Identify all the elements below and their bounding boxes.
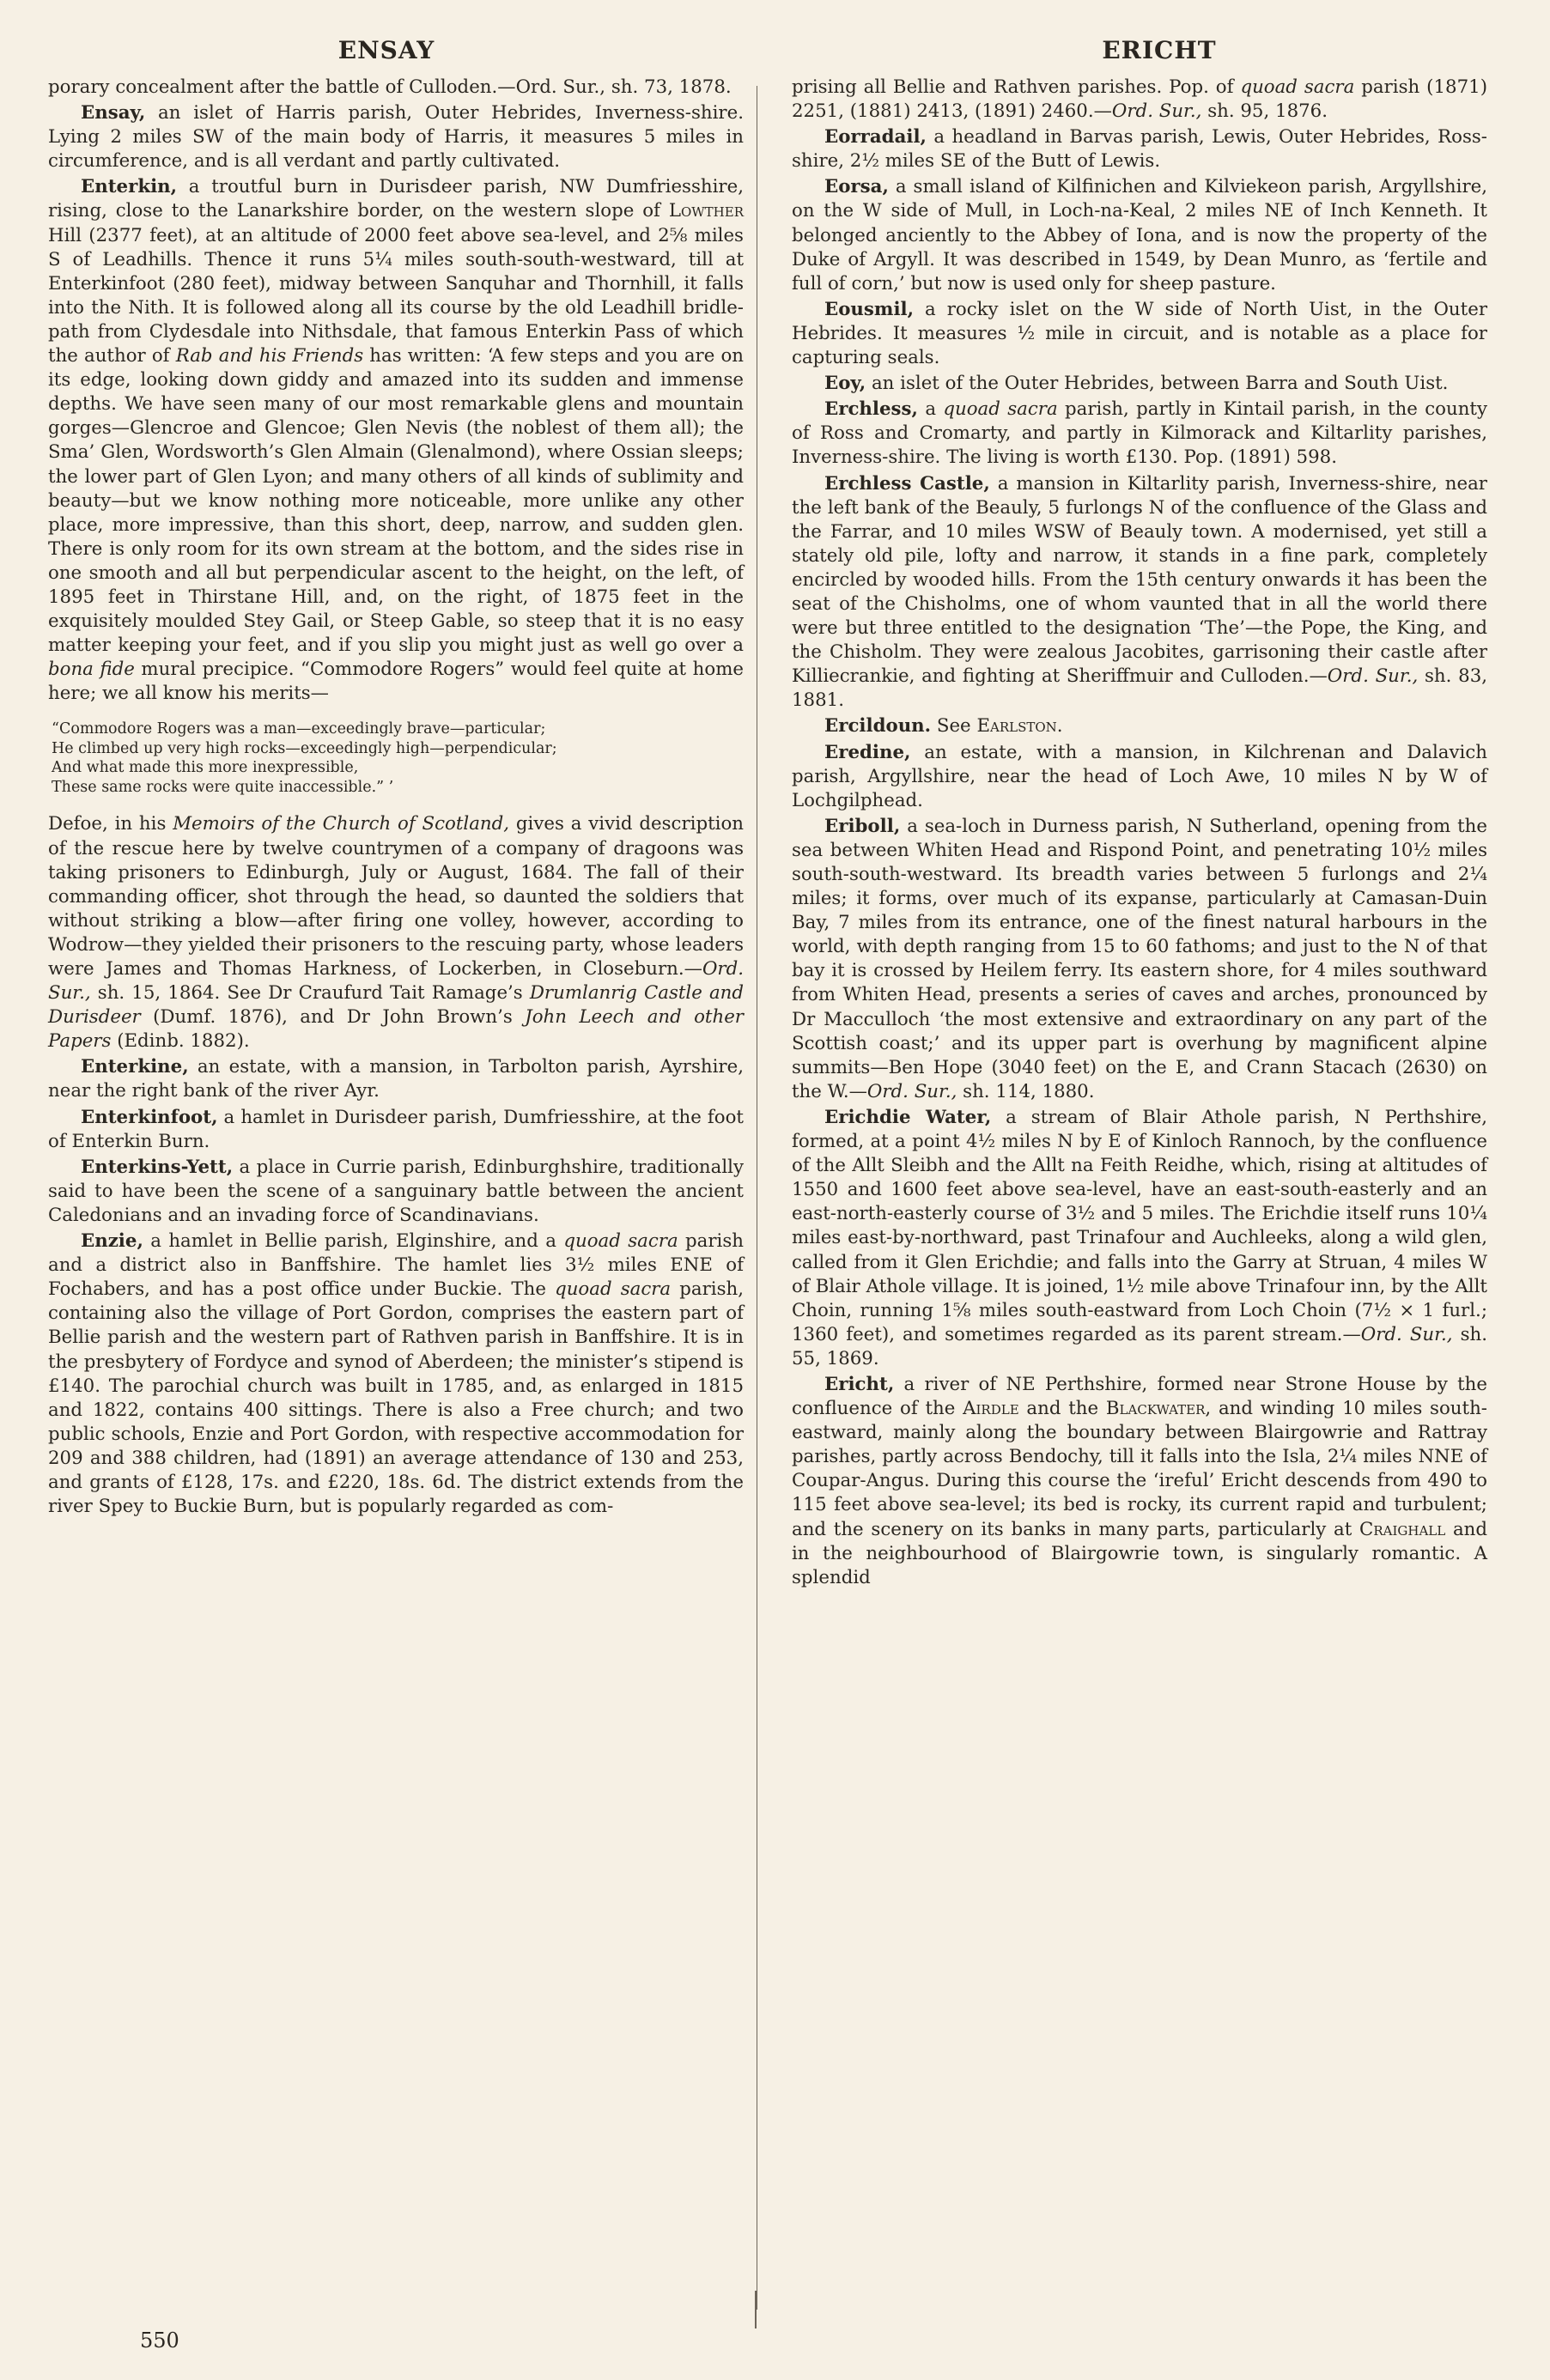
cross-reference: Blackwater bbox=[1105, 1398, 1206, 1420]
entry-eousmil bbox=[792, 298, 1487, 370]
entry-text: a small island of Kilfinichen and Kilviekeon parish, Argyllshire, on the W side of Mull, in Loch-na-Keal, 2 miles NE of Inch Kenneth. It belonged anciently to the Abbey of Iona, and is now the property of the Duke of Argyll. It was described in 1549, by Dean Munro, as ‘fertile and full of corn,’ but now is used only for sheep pasture. bbox=[792, 176, 1487, 294]
entry-text: mural precipice. “Commodore Rogers” would feel quite at home here; we all know his merits— bbox=[48, 659, 744, 705]
verse-line: These same rocks were quite inaccessible.” ’ bbox=[52, 778, 394, 796]
survey-reference: Ord. Sur., bbox=[48, 958, 744, 1005]
latin-phrase: quoad sacra bbox=[1240, 76, 1355, 98]
survey-reference: Ord. Sur., bbox=[1360, 1323, 1453, 1345]
entry-text: has written: ‘A few steps and you are on its edge, looking down giddy and amazed into its sudden and immense depths. We have seen many of our most remarkable glens and mountain gorges—Glencroe and Glencoe; Glen Nevis (the noblest of them all); the Sma’ Glen, Wordsworth’s Glen Almain (Glenalmond), where Ossian sleeps; the lower part of Glen Lyon; and many others of all kinds of sublimity and beauty—but we know nothing more noticeable, more unlike any other place, more impressive, than this short, deep, narrow, and sudden glen. There is only room for its own stream at the bottom, and the sides rise in one smooth and all but perpendicular ascent to the height, on the left, of 1895 feet in Thirstane Hill, and, on the right, of 1875 feet in the exquisitely moulded Stey Gail, or Steep Gable, so steep that it is no easy matter keeping your feet, and if you slip you might just as well go over a bbox=[48, 345, 744, 657]
entry-text: Hill (2377 feet), at an altitude of 2000 feet above sea-level, and 2⅝ miles S of Leadhills. Thence it runs 5¼ miles south-south-westward, till at Enterkinfoot (280 feet), midway between Sanquhar and Thornhill, it falls into the Nith. It is followed along all its course by the old Leadhill bridle-path from Clydesdale into Nithsdale, that famous Enterkin Pass of which the author of bbox=[48, 224, 744, 367]
entry-text: a mansion in Kiltarlity parish, Inverness-shire, near the left bank of the Beauly, 5 furlongs N of the confluence of the Glass and the Farrar, and 10 miles WSW of Beauly town. A modernised, yet still a stately old pile, lofty and narrow, it stands in a fine park, completely encircled by wooded hills. From the 15th century onwards it has been the seat of the Chisholms, one of whom vaunted that in all the world there were but three entitled to the designation ‘The’—the Pope, the King, and the Chisholm. They were zealous Jacobites, garrisoning their castle after Killiecrankie, and fighting at Sheriffmuir and Culloden.— bbox=[792, 472, 1487, 688]
headword: Eousmil, bbox=[824, 298, 915, 320]
latin-phrase: quoad sacra bbox=[943, 398, 1058, 421]
entry-text: a hamlet in Durisdeer parish, Dumfriesshire, at the foot of Enterkin Burn. bbox=[48, 1106, 744, 1152]
survey-reference: Ord. Sur., bbox=[1327, 665, 1419, 688]
entry-text: an islet of the Outer Hebrides, between Barra and South Uist. bbox=[866, 373, 1449, 395]
cross-reference: Airdle bbox=[963, 1398, 1019, 1420]
entry-text: an estate, with a mansion, in Tarbolton parish, Ayrshire, near the right bank of the river Ayr. bbox=[48, 1056, 744, 1102]
entry-text: a river of NE Perthshire, formed near Strone House by the confluence of the bbox=[792, 1373, 1487, 1420]
headword: Enterkine, bbox=[81, 1056, 189, 1078]
entry-text: sh. 114, 1880. bbox=[957, 1080, 1095, 1102]
entry-text: sh. 95, 1876. bbox=[1201, 100, 1328, 123]
entry-text: parish, containing also the village of Port Gordon, comprises the eastern part of Bellie parish and the western part of Rathven parish in Banffshire. It is in the presbytery of Fordyce and synod of Aberdeen; the minister’s stipend is £140. The parochial church was built in 1785, and, as enlarged in 1815 and 1822, contains 400 sittings. There is also a Free church; and two public schools, Enzie and Port Gordon, with respective accommodation for 209 and 388 children, had (1891) an average attendance of 130 and 253, and grants of £128, 17s. and £220, 18s. 6d. The district extends from the river Spey to Buckie Burn, but is popularly regarded as com- bbox=[48, 1278, 744, 1518]
entry-text: See bbox=[931, 715, 977, 738]
entry-text: parish and a district also in Banffshire. The hamlet lies 3½ miles ENE of Fochabers, and has a post office under Buckie. The bbox=[48, 1230, 744, 1301]
entry-eorradail bbox=[792, 125, 1487, 173]
entry-text: parish, partly in Kintail parish, in the county of Ross and Cromarty, and partly in Kilmorack and Kiltarlity parishes, Inverness-shire. The living is worth £130. Pop. (1891) 598. bbox=[792, 398, 1487, 469]
entry-text: a troutful burn in Durisdeer parish, NW Dumfriesshire, rising, close to the Lanarkshire border, on the western slope of bbox=[48, 176, 744, 222]
entry-erchless-castle bbox=[792, 472, 1487, 713]
entry-text: and the bbox=[1018, 1398, 1106, 1420]
entry-eriboll bbox=[792, 815, 1487, 1104]
headword: Erichdie Water, bbox=[824, 1106, 992, 1128]
verse-line: “Commodore Rogers was a man—exceedingly brave—particular; bbox=[52, 720, 546, 738]
cross-reference: Craighall bbox=[1359, 1518, 1446, 1540]
entry-text: a sea-loch in Durness parish, N Sutherland, opening from the sea between Whiten Head and Rispond Point, and penetrating 10½ miles south-south-westward. Its breadth varies between 5 furlongs and 2¼ miles; it forms, over much of its expanse, particularly at Camasan-Duin Bay, 7 miles from its entrance, one of the finest natural harbours in the world, with depth ranging from 15 to 60 fathoms; and just to the N of that bay it is crossed by Heilem ferry. Its eastern shore, for 4 miles southward from Whiten Head, presents a series of caves and arches, pronounced by Dr Macculloch ‘the most extensive and extraordinary on any part of the Scottish coast;’ and its upper part is overhung by magnificent alpine summits—Ben Hope (3040 feet) on the E, and Crann Stacach (2630) on the W.— bbox=[792, 815, 1487, 1102]
headword: Eorradail, bbox=[824, 126, 927, 149]
latin-phrase: bona fide bbox=[48, 659, 135, 681]
latin-phrase: quoad sacra bbox=[563, 1230, 678, 1253]
book-title: John Leech and other Papers bbox=[48, 1006, 744, 1053]
headword: Eredine, bbox=[824, 741, 911, 763]
entry-erchless bbox=[792, 398, 1487, 470]
headword: Eriboll, bbox=[824, 815, 901, 837]
book-title: Drumlanrig Castle and Durisdeer bbox=[48, 982, 744, 1029]
entry-ercildoun bbox=[792, 714, 1487, 738]
left-column bbox=[48, 76, 744, 1521]
entry-ericht bbox=[792, 1373, 1487, 1590]
headword: Eorsa, bbox=[824, 176, 889, 198]
headword: Eoy, bbox=[824, 373, 866, 395]
verse-line: And what made this more inexpressible, bbox=[52, 759, 359, 777]
entry-enzie bbox=[48, 1229, 744, 1519]
entry-text: sh. 15, 1864. See Dr Craufurd Tait Ramage’s bbox=[90, 982, 530, 1005]
headword: Enzie, bbox=[81, 1230, 143, 1253]
running-head-left: ENSAY bbox=[337, 36, 435, 64]
latin-phrase: quoad sacra bbox=[555, 1278, 672, 1301]
entry-text: a headland in Barvas parish, Lewis, Outer Hebrides, Ross-shire, 2½ miles SE of the Butt of Lewis. bbox=[792, 126, 1487, 173]
entry-text: , and winding 10 miles south-eastward, mainly along the boundary between Blairgowrie and Rattray parishes, partly across Bendochy, till it falls into the Isla, 2¼ miles NNE of Coupar-Angus. During this course the ‘ireful’ Ericht descends from 490 to 115 feet above sea-level; its bed is rocky, its current rapid and turbulent; and the scenery on its banks in many parts, particularly at bbox=[792, 1398, 1487, 1540]
entry-text: . bbox=[1056, 715, 1063, 738]
running-head-right: ERICHT bbox=[1102, 36, 1217, 64]
verse-quotation bbox=[52, 719, 744, 797]
entry-enterkins-yett bbox=[48, 1156, 744, 1228]
entry-enterkine bbox=[48, 1055, 744, 1103]
entry-text: (Edinb. 1882). bbox=[111, 1030, 250, 1053]
book-title: Rab and his Friends bbox=[175, 345, 364, 367]
entry-text: a hamlet in Bellie parish, Elginshire, and a bbox=[143, 1230, 564, 1253]
headword: Ercildoun. bbox=[824, 715, 932, 738]
entry-text: a bbox=[917, 398, 944, 421]
cross-reference: Lowther bbox=[668, 200, 744, 222]
entry-ensay bbox=[48, 101, 744, 173]
entry-text: an estate, with a mansion, in Kilchrenan and Dalavich parish, Argyllshire, near the head of Loch Awe, 10 miles N by W of Lochgilphead. bbox=[792, 741, 1487, 811]
right-column bbox=[792, 76, 1487, 1592]
cross-reference: Earlston bbox=[976, 715, 1057, 738]
headword: Enterkins-Yett, bbox=[81, 1156, 234, 1178]
entry-text: Defoe, in his bbox=[48, 813, 173, 835]
verse-line: He climbed up very high rocks—exceedingly high—perpendicular; bbox=[52, 739, 557, 757]
entry-text: an islet of Harris parish, Outer Hebrides, Inverness-shire. Lying 2 miles SW of the main body of Harris, it measures 5 miles in circumference, and is all verdant and partly cultivated. bbox=[48, 102, 744, 173]
survey-reference: Ord. Sur., bbox=[866, 1080, 957, 1102]
entry-text: (Dumf. 1876), and Dr John Brown’s bbox=[140, 1006, 526, 1029]
entry-text: sh. 55, 1869. bbox=[792, 1323, 1487, 1369]
entry-text: a rocky islet on the W side of North Uist, in the Outer Hebrides. It measures ½ mile in circuit, and is notable as a place for capturing seals. bbox=[792, 298, 1487, 369]
headword: Erchless, bbox=[824, 398, 918, 421]
entry-text: prising all Bellie and Rathven parishes. Pop. of bbox=[792, 76, 1241, 98]
entry-text: a place in Currie parish, Edinburghshire, traditionally said to have been the scene of a sanguinary battle between the ancient Caledonians and an invading force of Scandinavians. bbox=[48, 1156, 744, 1226]
headword: Ensay, bbox=[81, 102, 146, 124]
entry-eorsa bbox=[792, 175, 1487, 295]
headword: Enterkin, bbox=[81, 176, 178, 198]
survey-reference: Ord. Sur., bbox=[1111, 100, 1202, 123]
paragraph-defoe bbox=[48, 812, 744, 1053]
entry-text: parish (1871) 2251, (1881) 2413, (1891) 2460.— bbox=[792, 76, 1488, 123]
column-rule-mark bbox=[755, 2291, 757, 2328]
entry-eredine bbox=[792, 741, 1487, 813]
continued-paragraph: porary concealment after the battle of Culloden.—Ord. Sur., sh. 73, 1878. bbox=[48, 76, 732, 98]
entry-erichdie-water bbox=[792, 1106, 1487, 1371]
entry-text: sh. 83, 1881. bbox=[792, 665, 1488, 712]
entry-enterkin bbox=[48, 175, 744, 706]
entry-text: a stream of Blair Athole parish, N Perthshire, formed, at a point 4½ miles N by E of Kinloch Rannoch, by the confluence of the Allt Sleibh and the Allt na Feith Reidhe, which, rising at altitudes of 1550 and 1600 feet above sea-level, have an east-south-easterly and an east-north-easterly course of 3½ and 5 miles. The Erichdie itself runs 10¼ miles east-by-northward, past Trinafour and Auchleeks, along a wild glen, called from it Glen Erichdie; and falls into the Garry at Struan, 4 miles W of Blair Athole village. It is joined, 1½ mile above Trinafour inn, by the Allt Choin, running 1⅝ miles south-eastward from Loch Choin (7½ × 1 furl.; 1360 feet), and sometimes regarded as its parent stream.— bbox=[792, 1106, 1488, 1345]
entry-text: and in the neighbourhood of Blairgowrie town, is singularly romantic. A splendid bbox=[792, 1518, 1487, 1588]
book-title: Memoirs of the Church of Scotland, bbox=[173, 813, 510, 835]
headword: Erchless Castle, bbox=[824, 472, 990, 495]
page-number: 550 bbox=[140, 2328, 179, 2353]
entry-eoy bbox=[792, 372, 1487, 396]
entry-enterkinfoot bbox=[48, 1106, 744, 1154]
headword: Ericht, bbox=[824, 1373, 895, 1395]
headword: Enterkinfoot, bbox=[81, 1106, 218, 1128]
continued-paragraph bbox=[792, 76, 1487, 124]
entry-text: gives a vivid description of the rescue here by twelve countrymen of a company of dragoons was taking prisoners to Edinburgh, July or August, 1684. The fall of their commanding officer, shot through the head, so daunted the soldiers that without striking a blow—after firing one volley, however, according to Wodrow—they yielded their prisoners to the rescuing party, whose leaders were James and Thomas Harkness, of Lockerben, in Closeburn.— bbox=[48, 813, 744, 980]
